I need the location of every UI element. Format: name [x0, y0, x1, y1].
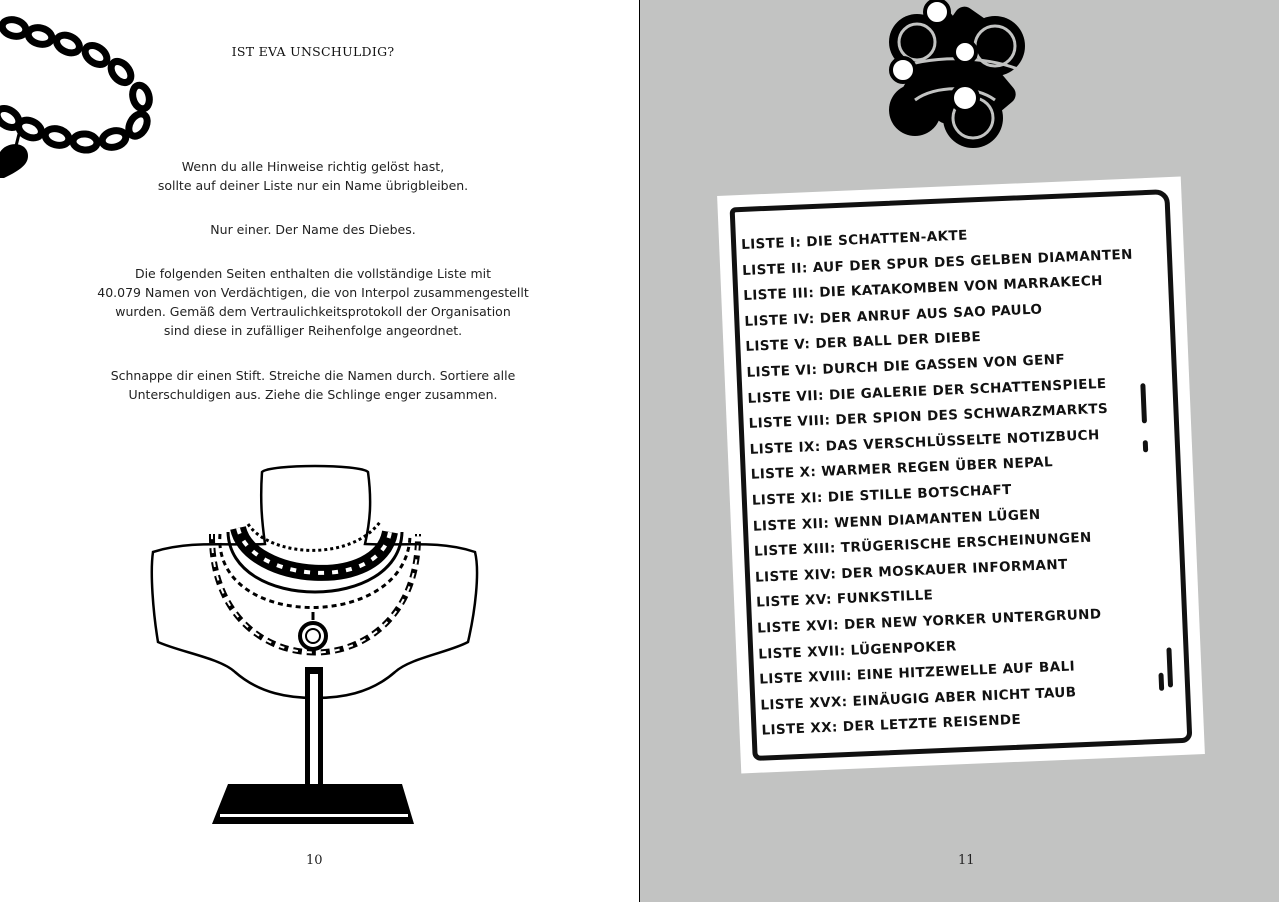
list-item: LISTE XVIII: EINE HITZEWELLE AUF BALI: [759, 658, 1076, 688]
list-item: LISTE XVII: LÜGENPOKER: [757, 637, 957, 663]
list-card: [717, 177, 1205, 774]
text-line: 40.079 Namen von Verdächtigen, die von Interpol zusammengestellt: [97, 285, 529, 300]
chapter-list: [741, 217, 1153, 745]
list-item: LISTE XX: DER LETZTE REISENDE: [761, 711, 1022, 739]
text-line: sollte auf deiner Liste nur ein Name übrigbleiben.: [157, 178, 469, 193]
list-item: LISTE X: WARMER REGEN ÜBER NEPAL: [750, 454, 1054, 484]
list-item: LISTE VIII: DER SPION DES SCHWARZMARKTS: [748, 400, 1109, 432]
text-line: Schnappe dir einen Stift. Streiche die Namen durch. Sortiere alle: [110, 368, 516, 383]
text-line: wurden. Gemäß dem Vertraulichkeitsprotokoll der Organisation: [115, 304, 511, 319]
list-item: LISTE IX: DAS VERSCHLÜSSELTE NOTIZBUCH: [749, 426, 1100, 458]
text-line: sind diese in zufälliger Reihenfolge angeordnet.: [163, 323, 463, 338]
list-item: LISTE III: DIE KATAKOMBEN VON MARRAKECH: [742, 273, 1104, 305]
list-item: LISTE XVI: DER NEW YORKER UNTERGRUND: [756, 606, 1102, 637]
list-item: LISTE VII: DIE GALERIE DER SCHATTENSPIELE: [747, 375, 1107, 407]
page-heading: IST EVA UNSCHULDIG?: [231, 44, 395, 59]
text-line: Wenn du alle Hinweise richtig gelöst hast,: [181, 159, 445, 174]
list-item: LISTE II: AUF DER SPUR DES GELBEN DIAMANTEN: [741, 246, 1134, 279]
brooch-icon: [855, 0, 1055, 160]
list-item: LISTE IV: DER ANRUF AUS SAO PAULO: [744, 301, 1043, 330]
frame-tick-mark: [1143, 440, 1148, 452]
text-line: Unterschuldigen aus. Ziehe die Schlinge enger zusammen.: [128, 387, 498, 402]
page-number: 10: [306, 853, 323, 868]
right-page: [640, 0, 1279, 902]
instruction-paragraph: [60, 366, 566, 404]
list-item: LISTE V: DER BALL DER DIEBE: [745, 329, 982, 356]
text-line: Nur einer. Der Name des Diebes.: [210, 222, 416, 237]
intro-paragraph: [60, 157, 566, 195]
list-item: LISTE XII: WENN DIAMANTEN LÜGEN: [752, 506, 1041, 535]
list-item: LISTE XIV: DER MOSKAUER INFORMANT: [754, 556, 1068, 586]
page-number: 11: [958, 853, 975, 868]
list-item: LISTE XI: DIE STILLE BOTSCHAFT: [751, 481, 1013, 509]
list-item: LISTE VI: DURCH DIE GASSEN VON GENF: [746, 351, 1066, 381]
list-item: LISTE XV: FUNKSTILLE: [755, 587, 934, 611]
thief-paragraph: [60, 220, 566, 239]
left-page: [0, 0, 639, 902]
text-line: Die folgenden Seiten enthalten die vollständige Liste mit: [134, 266, 492, 281]
list-item: LISTE I: DIE SCHATTEN-AKTE: [740, 227, 968, 253]
list-item: LISTE XVX: EINÄUGIG ABER NICHT TAUB: [760, 684, 1077, 714]
frame-tick-mark: [1158, 673, 1164, 691]
necklace-bust-icon: [150, 462, 480, 834]
list-info-paragraph: [60, 264, 566, 340]
list-item: LISTE XIII: TRÜGERISCHE ERSCHEINUNGEN: [753, 529, 1093, 560]
